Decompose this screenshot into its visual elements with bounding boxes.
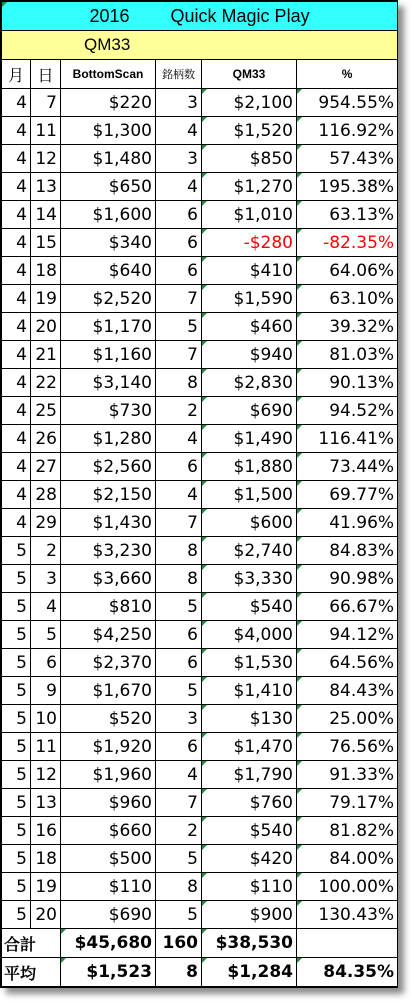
cell-day[interactable]: 13 bbox=[31, 789, 61, 817]
header-stock-count[interactable]: 銘柄数 bbox=[156, 60, 202, 89]
cell-month[interactable]: 4 bbox=[2, 145, 31, 173]
cell-bottomscan[interactable]: $1,170 bbox=[61, 313, 156, 341]
table-row bbox=[2, 649, 398, 677]
table-row bbox=[2, 285, 398, 313]
cell-bottomscan[interactable]: $3,230 bbox=[61, 537, 156, 565]
title-cell[interactable] bbox=[2, 2, 398, 31]
cell-percent[interactable]: 64.06% bbox=[297, 257, 398, 285]
cell-month[interactable]: 5 bbox=[2, 761, 31, 789]
cell-day[interactable]: 21 bbox=[31, 341, 61, 369]
cell-qm33[interactable]: $600 bbox=[202, 509, 297, 537]
table-row bbox=[2, 677, 398, 705]
cell-percent[interactable]: 76.56% bbox=[297, 733, 398, 761]
title-row bbox=[2, 2, 398, 31]
table-row bbox=[2, 397, 398, 425]
average-bottomscan[interactable]: $1,523 bbox=[61, 958, 156, 987]
cell-qm33[interactable]: $1,410 bbox=[202, 677, 297, 705]
cell-day[interactable]: 16 bbox=[31, 817, 61, 845]
table-row bbox=[2, 453, 398, 481]
cell-qm33[interactable]: -$280 bbox=[202, 229, 297, 257]
cell-bottomscan[interactable]: $640 bbox=[61, 257, 156, 285]
cell-percent[interactable]: 84.00% bbox=[297, 845, 398, 873]
table-row bbox=[2, 901, 398, 929]
cell-bottomscan[interactable]: $1,480 bbox=[61, 145, 156, 173]
cell-bottomscan[interactable]: $1,430 bbox=[61, 509, 156, 537]
cell-day[interactable]: 14 bbox=[31, 201, 61, 229]
cell-stock-count[interactable]: 8 bbox=[156, 369, 202, 397]
cell-stock-count[interactable]: 8 bbox=[156, 537, 202, 565]
cell-day[interactable]: 15 bbox=[31, 229, 61, 257]
table-row bbox=[2, 537, 398, 565]
cell-month[interactable]: 5 bbox=[2, 593, 31, 621]
header-day[interactable]: 日 bbox=[31, 60, 61, 89]
cell-bottomscan[interactable]: $340 bbox=[61, 229, 156, 257]
cell-percent[interactable]: 84.83% bbox=[297, 537, 398, 565]
average-qm33[interactable]: $1,284 bbox=[202, 958, 297, 987]
cell-bottomscan[interactable]: $520 bbox=[61, 705, 156, 733]
table-row bbox=[2, 817, 398, 845]
cell-stock-count[interactable]: 8 bbox=[156, 873, 202, 901]
cell-percent[interactable]: 94.12% bbox=[297, 621, 398, 649]
cell-month[interactable]: 5 bbox=[2, 537, 31, 565]
cell-percent[interactable]: 73.44% bbox=[297, 453, 398, 481]
cell-month[interactable]: 5 bbox=[2, 873, 31, 901]
cell-month[interactable]: 4 bbox=[2, 313, 31, 341]
cell-day[interactable]: 27 bbox=[31, 453, 61, 481]
cell-percent[interactable]: 81.82% bbox=[297, 817, 398, 845]
cell-month[interactable]: 4 bbox=[2, 285, 31, 313]
cell-bottomscan[interactable]: $2,150 bbox=[61, 481, 156, 509]
cell-month[interactable]: 5 bbox=[2, 565, 31, 593]
cell-day[interactable]: 18 bbox=[31, 257, 61, 285]
cell-percent[interactable]: 91.33% bbox=[297, 761, 398, 789]
cell-stock-count[interactable]: 3 bbox=[156, 705, 202, 733]
table-row bbox=[2, 845, 398, 873]
cell-month[interactable]: 5 bbox=[2, 705, 31, 733]
cell-month[interactable]: 5 bbox=[2, 901, 31, 929]
cell-bottomscan[interactable]: $690 bbox=[61, 901, 156, 929]
cell-bottomscan[interactable]: $1,920 bbox=[61, 733, 156, 761]
cell-stock-count[interactable]: 6 bbox=[156, 649, 202, 677]
cell-stock-count[interactable]: 7 bbox=[156, 509, 202, 537]
cell-qm33[interactable]: $110 bbox=[202, 873, 297, 901]
cell-qm33[interactable]: $900 bbox=[202, 901, 297, 929]
subtitle-row bbox=[2, 31, 398, 60]
cell-stock-count[interactable]: 5 bbox=[156, 313, 202, 341]
table-row bbox=[2, 425, 398, 453]
table-row bbox=[2, 789, 398, 817]
average-count[interactable]: 8 bbox=[156, 958, 202, 987]
average-label[interactable]: 平均 bbox=[2, 958, 61, 987]
cell-qm33[interactable]: $130 bbox=[202, 705, 297, 733]
cell-month[interactable]: 4 bbox=[2, 201, 31, 229]
table-row bbox=[2, 621, 398, 649]
cell-month[interactable]: 5 bbox=[2, 649, 31, 677]
cell-qm33[interactable]: $1,530 bbox=[202, 649, 297, 677]
cell-percent[interactable]: 954.55% bbox=[297, 89, 398, 117]
cell-day[interactable]: 25 bbox=[31, 397, 61, 425]
cell-month[interactable]: 5 bbox=[2, 621, 31, 649]
cell-percent[interactable]: 57.43% bbox=[297, 145, 398, 173]
cell-bottomscan[interactable]: $660 bbox=[61, 817, 156, 845]
cell-month[interactable]: 5 bbox=[2, 733, 31, 761]
cell-stock-count[interactable]: 3 bbox=[156, 145, 202, 173]
header-qm33[interactable]: QM33 bbox=[202, 60, 297, 89]
cell-day[interactable]: 11 bbox=[31, 733, 61, 761]
cell-month[interactable]: 4 bbox=[2, 425, 31, 453]
cell-percent[interactable]: 79.17% bbox=[297, 789, 398, 817]
cell-percent[interactable]: 69.77% bbox=[297, 481, 398, 509]
cell-bottomscan[interactable]: $2,560 bbox=[61, 453, 156, 481]
table-row bbox=[2, 509, 398, 537]
cell-stock-count[interactable]: 6 bbox=[156, 257, 202, 285]
cell-day[interactable]: 22 bbox=[31, 369, 61, 397]
cell-stock-count[interactable]: 5 bbox=[156, 593, 202, 621]
cell-qm33[interactable]: $760 bbox=[202, 789, 297, 817]
table-row bbox=[2, 873, 398, 901]
header-month[interactable]: 月 bbox=[2, 60, 31, 89]
cell-qm33[interactable]: $1,490 bbox=[202, 425, 297, 453]
cell-day[interactable]: 9 bbox=[31, 677, 61, 705]
table-row bbox=[2, 593, 398, 621]
cell-bottomscan[interactable]: $1,280 bbox=[61, 425, 156, 453]
cell-bottomscan[interactable]: $650 bbox=[61, 173, 156, 201]
header-percent[interactable]: % bbox=[297, 60, 398, 89]
cell-stock-count[interactable]: 6 bbox=[156, 621, 202, 649]
cell-bottomscan[interactable]: $3,140 bbox=[61, 369, 156, 397]
cell-bottomscan[interactable]: $730 bbox=[61, 397, 156, 425]
cell-stock-count[interactable]: 4 bbox=[156, 173, 202, 201]
cell-day[interactable]: 20 bbox=[31, 313, 61, 341]
cell-day[interactable]: 19 bbox=[31, 873, 61, 901]
cell-qm33[interactable]: $2,740 bbox=[202, 537, 297, 565]
cell-percent[interactable]: 63.13% bbox=[297, 201, 398, 229]
total-count[interactable]: 160 bbox=[156, 929, 202, 958]
cell-bottomscan[interactable]: $3,660 bbox=[61, 565, 156, 593]
cell-qm33[interactable]: $1,520 bbox=[202, 117, 297, 145]
table-row bbox=[2, 705, 398, 733]
cell-stock-count[interactable]: 4 bbox=[156, 761, 202, 789]
cell-bottomscan[interactable]: $110 bbox=[61, 873, 156, 901]
cell-percent[interactable]: 66.67% bbox=[297, 593, 398, 621]
cell-percent[interactable]: -82.35% bbox=[297, 229, 398, 257]
cell-qm33[interactable]: $1,590 bbox=[202, 285, 297, 313]
cell-month[interactable]: 5 bbox=[2, 789, 31, 817]
cell-qm33[interactable]: $3,330 bbox=[202, 565, 297, 593]
table-row bbox=[2, 229, 398, 257]
cell-percent[interactable]: 100.00% bbox=[297, 873, 398, 901]
cell-month[interactable]: 4 bbox=[2, 173, 31, 201]
cell-percent[interactable]: 64.56% bbox=[297, 649, 398, 677]
cell-month[interactable]: 4 bbox=[2, 369, 31, 397]
cell-percent[interactable]: 90.13% bbox=[297, 369, 398, 397]
cell-stock-count[interactable]: 4 bbox=[156, 117, 202, 145]
cell-bottomscan[interactable]: $1,600 bbox=[61, 201, 156, 229]
cell-percent[interactable]: 63.10% bbox=[297, 285, 398, 313]
cell-bottomscan[interactable]: $220 bbox=[61, 89, 156, 117]
table-row bbox=[2, 481, 398, 509]
cell-qm33[interactable]: $1,880 bbox=[202, 453, 297, 481]
cell-stock-count[interactable]: 6 bbox=[156, 229, 202, 257]
cell-percent[interactable]: 81.03% bbox=[297, 341, 398, 369]
total-label[interactable]: 合計 bbox=[2, 929, 61, 958]
cell-bottomscan[interactable]: $1,160 bbox=[61, 341, 156, 369]
table-row bbox=[2, 761, 398, 789]
cell-day[interactable]: 11 bbox=[31, 117, 61, 145]
cell-percent[interactable]: 84.43% bbox=[297, 677, 398, 705]
cell-stock-count[interactable]: 6 bbox=[156, 733, 202, 761]
cell-day[interactable]: 13 bbox=[31, 173, 61, 201]
cell-stock-count[interactable]: 4 bbox=[156, 425, 202, 453]
cell-percent[interactable]: 25.00% bbox=[297, 705, 398, 733]
cell-qm33[interactable]: $2,830 bbox=[202, 369, 297, 397]
cell-day[interactable]: 28 bbox=[31, 481, 61, 509]
cell-day[interactable]: 7 bbox=[31, 89, 61, 117]
cell-month[interactable]: 5 bbox=[2, 677, 31, 705]
cell-percent[interactable]: 130.43% bbox=[297, 901, 398, 929]
table-row bbox=[2, 565, 398, 593]
cell-qm33[interactable]: $540 bbox=[202, 593, 297, 621]
cell-qm33[interactable]: $690 bbox=[202, 397, 297, 425]
cell-percent[interactable]: 195.38% bbox=[297, 173, 398, 201]
cell-stock-count[interactable]: 7 bbox=[156, 789, 202, 817]
cell-percent[interactable]: 94.52% bbox=[297, 397, 398, 425]
cell-stock-count[interactable]: 5 bbox=[156, 677, 202, 705]
cell-month[interactable]: 4 bbox=[2, 117, 31, 145]
cell-day[interactable]: 12 bbox=[31, 761, 61, 789]
cell-qm33[interactable]: $850 bbox=[202, 145, 297, 173]
table-row bbox=[2, 257, 398, 285]
cell-qm33[interactable]: $540 bbox=[202, 817, 297, 845]
cell-bottomscan[interactable]: $2,520 bbox=[61, 285, 156, 313]
cell-qm33[interactable]: $1,010 bbox=[202, 201, 297, 229]
cell-day[interactable]: 29 bbox=[31, 509, 61, 537]
total-percent[interactable] bbox=[297, 929, 398, 958]
cell-month[interactable]: 4 bbox=[2, 397, 31, 425]
cell-stock-count[interactable]: 6 bbox=[156, 201, 202, 229]
cell-bottomscan[interactable]: $4,250 bbox=[61, 621, 156, 649]
cell-stock-count[interactable]: 7 bbox=[156, 285, 202, 313]
cell-qm33[interactable]: $2,100 bbox=[202, 89, 297, 117]
cell-qm33[interactable]: $1,790 bbox=[202, 761, 297, 789]
cell-qm33[interactable]: $410 bbox=[202, 257, 297, 285]
header-bottomscan[interactable]: BottomScan bbox=[61, 60, 156, 89]
cell-bottomscan[interactable]: $810 bbox=[61, 593, 156, 621]
cell-percent[interactable]: 116.41% bbox=[297, 425, 398, 453]
cell-day[interactable]: 3 bbox=[31, 565, 61, 593]
cell-bottomscan[interactable]: $1,300 bbox=[61, 117, 156, 145]
cell-month[interactable]: 4 bbox=[2, 89, 31, 117]
cell-qm33[interactable]: $1,470 bbox=[202, 733, 297, 761]
cell-month[interactable]: 4 bbox=[2, 257, 31, 285]
cell-qm33[interactable]: $1,500 bbox=[202, 481, 297, 509]
cell-stock-count[interactable]: 2 bbox=[156, 397, 202, 425]
cell-qm33[interactable]: $1,270 bbox=[202, 173, 297, 201]
cell-day[interactable]: 2 bbox=[31, 537, 61, 565]
title-name: Quick Magic Play bbox=[170, 5, 310, 26]
cell-day[interactable]: 12 bbox=[31, 145, 61, 173]
cell-percent[interactable]: 90.98% bbox=[297, 565, 398, 593]
cell-bottomscan[interactable]: $2,370 bbox=[61, 649, 156, 677]
cell-percent[interactable]: 116.92% bbox=[297, 117, 398, 145]
cell-bottomscan[interactable]: $1,670 bbox=[61, 677, 156, 705]
table-row bbox=[2, 313, 398, 341]
cell-day[interactable]: 18 bbox=[31, 845, 61, 873]
cell-qm33[interactable]: $420 bbox=[202, 845, 297, 873]
total-bottomscan[interactable]: $45,680 bbox=[61, 929, 156, 958]
cell-day[interactable]: 6 bbox=[31, 649, 61, 677]
table-row bbox=[2, 145, 398, 173]
total-row bbox=[2, 929, 398, 958]
table-row bbox=[2, 201, 398, 229]
cell-bottomscan[interactable]: $500 bbox=[61, 845, 156, 873]
cell-stock-count[interactable]: 5 bbox=[156, 845, 202, 873]
cell-stock-count[interactable]: 6 bbox=[156, 453, 202, 481]
cell-month[interactable]: 4 bbox=[2, 453, 31, 481]
table-row bbox=[2, 369, 398, 397]
cell-qm33[interactable]: $940 bbox=[202, 341, 297, 369]
cell-stock-count[interactable]: 7 bbox=[156, 341, 202, 369]
cell-stock-count[interactable]: 5 bbox=[156, 901, 202, 929]
cell-day[interactable]: 19 bbox=[31, 285, 61, 313]
cell-month[interactable]: 4 bbox=[2, 509, 31, 537]
table-row bbox=[2, 733, 398, 761]
subtitle-cell[interactable]: QM33 bbox=[2, 31, 398, 60]
cell-day[interactable]: 5 bbox=[31, 621, 61, 649]
table-row bbox=[2, 341, 398, 369]
cell-stock-count[interactable]: 8 bbox=[156, 565, 202, 593]
results-table bbox=[1, 1, 398, 987]
table-row bbox=[2, 173, 398, 201]
cell-month[interactable]: 5 bbox=[2, 845, 31, 873]
cell-bottomscan[interactable]: $1,960 bbox=[61, 761, 156, 789]
cell-stock-count[interactable]: 4 bbox=[156, 481, 202, 509]
table-row bbox=[2, 117, 398, 145]
cell-month[interactable]: 4 bbox=[2, 229, 31, 257]
header-row bbox=[2, 60, 398, 89]
cell-month[interactable]: 5 bbox=[2, 817, 31, 845]
average-row bbox=[2, 958, 398, 987]
cell-stock-count[interactable]: 3 bbox=[156, 89, 202, 117]
cell-month[interactable]: 4 bbox=[2, 341, 31, 369]
cell-qm33[interactable]: $460 bbox=[202, 313, 297, 341]
cell-stock-count[interactable]: 2 bbox=[156, 817, 202, 845]
cell-day[interactable]: 26 bbox=[31, 425, 61, 453]
cell-day[interactable]: 4 bbox=[31, 593, 61, 621]
average-percent[interactable]: 84.35% bbox=[297, 958, 398, 987]
cell-percent[interactable]: 41.96% bbox=[297, 509, 398, 537]
cell-qm33[interactable]: $4,000 bbox=[202, 621, 297, 649]
title-year: 2016 bbox=[89, 5, 130, 26]
cell-month[interactable]: 4 bbox=[2, 481, 31, 509]
table-row bbox=[2, 89, 398, 117]
cell-percent[interactable]: 39.32% bbox=[297, 313, 398, 341]
cell-bottomscan[interactable]: $960 bbox=[61, 789, 156, 817]
total-qm33[interactable]: $38,530 bbox=[202, 929, 297, 958]
cell-day[interactable]: 10 bbox=[31, 705, 61, 733]
cell-day[interactable]: 20 bbox=[31, 901, 61, 929]
